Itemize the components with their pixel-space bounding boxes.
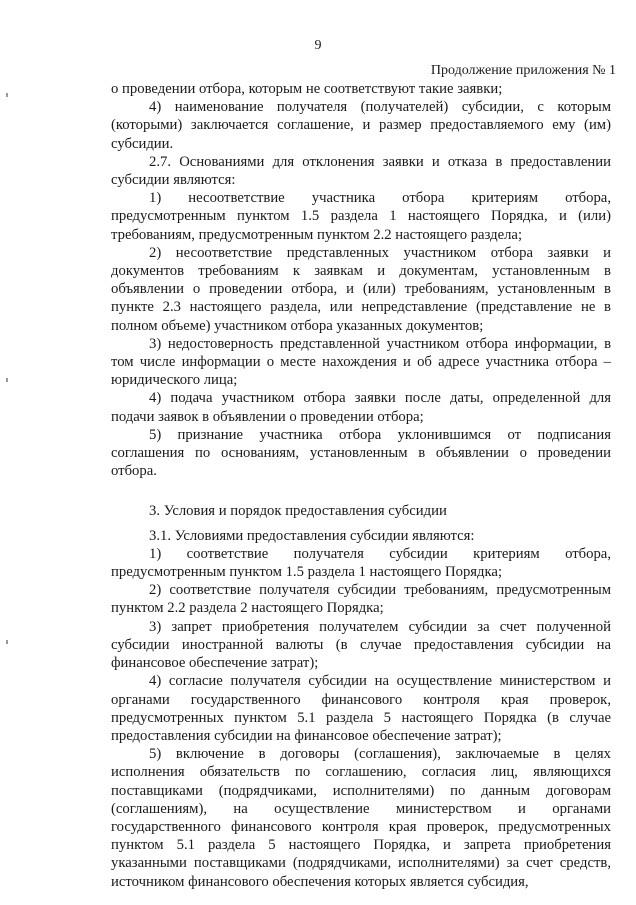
paragraph: 4) подача участником отбора заявки после даты, определенной для подачи заявок в объявлении о проведении отбора; (111, 390, 611, 425)
paragraph: 2) соответствие получателя субсидии требованиям, предусмотренным пунктом 2.2 раздела 2 настоящего Порядка; (111, 582, 611, 617)
paragraph: 4) согласие получателя субсидии на осуществление министерством и органами государственного финансового контроля края проверок, предусмотренных пунктом 5.1 раздела 5 настоящего Порядка (в случае предоставления субсидии на финансовое обеспечение затрат); (111, 673, 611, 744)
paragraph: 2.7. Основаниями для отклонения заявки и отказа в предоставлении субсидии являются: (111, 153, 611, 189)
page-number: 9 (314, 38, 322, 53)
margin-mark (6, 93, 8, 97)
paragraph: 5) включение в договоры (соглашения), заключаемые в целях исполнения обязательств по соглашению, согласия лиц, являющихся поставщиками (подрядчиками, исполнителями) по данным договорам (соглашениям), на осуществление министерством и органами государственного финансового контроля края проверок, предусмотренных пунктом 5.1 раздела 5 настоящего Порядка, и запрета приобретения указанными поставщиками (подрядчиками, исполнителями) за счет средств, источником финансового обеспечения которых является субсидия, (111, 746, 611, 890)
continuation-label: Продолжение приложения № 1 (430, 63, 616, 78)
paragraph: 3.1. Условиями предоставления субсидии являются: (149, 527, 475, 544)
paragraph: о проведении отбора, которым не соответствуют такие заявки; (111, 81, 503, 97)
margin-mark (6, 640, 8, 644)
paragraph: 5) признание участника отбора уклонившимся от подписания соглашения по основаниям, установленным в объявлении о проведении отбора. (111, 426, 611, 480)
paragraph: 1) несоответствие участника отбора критериям отбора, предусмотренным пунктом 1.5 раздела 1 настоящего Порядка, и (или) требованиям, предусмотренным пунктом 2.2 настоящего раздела; (111, 190, 611, 243)
paragraph: 2) несоответствие представленных участником отбора заявки и документов требованиям к заявкам и документам, установленным в объявлении о проведении отбора, и (или) требованиям, установленным в пункте 2.3 настоящего раздела, или непредставление (представление не в полном объеме) участником отбора указанных документов; (111, 244, 611, 334)
margin-mark (6, 378, 8, 382)
paragraph: 4) наименование получателя (получателей) субсидии, с которым (которыми) заключается соглашение, и размер предоставляемого ему (им) субсидии. (111, 99, 611, 152)
paragraph: 3) запрет приобретения получателем субсидии за счет полученной субсидии иностранной валюты (в случае предоставления субсидии на финансовое обеспечение затрат); (111, 618, 611, 672)
section-heading: 3. Условия и порядок предоставления субсидии (149, 503, 447, 520)
paragraph: 3) недостоверность представленной участником отбора информации, в том числе информации о месте нахождения и об адресе участника отбора – юридического лица; (111, 335, 611, 389)
paragraph: 1) соответствие получателя субсидии критериям отбора, предусмотренным пунктом 1.5 раздела 1 настоящего Порядка; (111, 545, 611, 581)
document-body (111, 80, 611, 891)
